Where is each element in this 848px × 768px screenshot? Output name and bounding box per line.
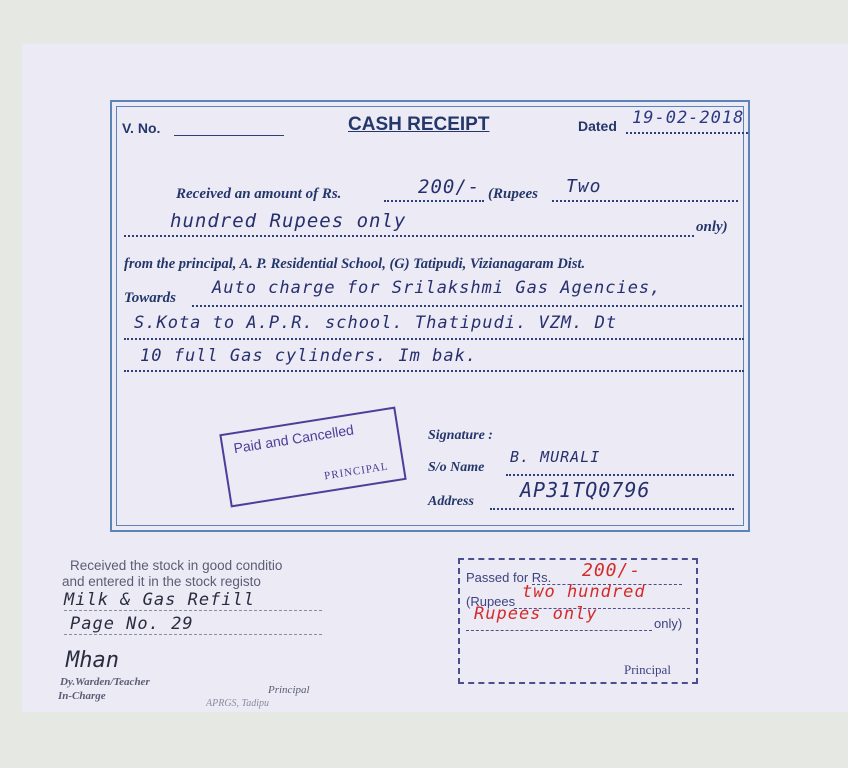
stamp-line-1: Paid and Cancelled bbox=[232, 421, 355, 457]
rupees-line-1 bbox=[552, 200, 738, 202]
passed-rupees-value-1: two hundred bbox=[522, 582, 646, 602]
so-name-line bbox=[506, 474, 734, 476]
voucher-number-line bbox=[174, 135, 284, 136]
voucher-number-label: V. No. bbox=[122, 120, 161, 136]
rupees-line-2 bbox=[124, 235, 694, 237]
stamp-line-2: PRINCIPAL bbox=[323, 460, 390, 483]
school-label: APRGS, Tadipu bbox=[206, 698, 269, 709]
towards-line-3 bbox=[124, 370, 744, 372]
incharge-label: In-Charge bbox=[58, 690, 106, 702]
stock-handwritten-2: Page No. 29 bbox=[70, 614, 194, 634]
so-name-value: B. MURALI bbox=[510, 448, 601, 466]
towards-value-1: Auto charge for Srilakshmi Gas Agencies, bbox=[212, 278, 662, 298]
received-amount-label: Received an amount of Rs. bbox=[176, 186, 342, 202]
address-label: Address bbox=[428, 494, 474, 509]
from-line: from the principal, A. P. Residential School, (G) Tatipudi, Vizianagaram Dist. bbox=[124, 256, 586, 272]
towards-line-2 bbox=[124, 338, 744, 340]
rupees-label: (Rupees bbox=[488, 186, 538, 202]
warden-signature: Mhan bbox=[66, 648, 119, 673]
stock-handwritten-1: Milk & Gas Refill bbox=[64, 590, 255, 610]
only-label: only) bbox=[696, 219, 728, 235]
stock-line-1 bbox=[64, 610, 322, 611]
dated-value: 19-02-2018 bbox=[632, 108, 745, 128]
passed-for-label: Passed for Rs. bbox=[466, 570, 552, 585]
rupees-value-2: hundred Rupees only bbox=[170, 210, 407, 232]
passed-rupees-label: (Rupees bbox=[466, 594, 516, 609]
address-value: AP31TQ0796 bbox=[520, 478, 651, 502]
dated-label: Dated bbox=[578, 118, 617, 134]
passed-only-label: only) bbox=[654, 616, 683, 631]
passed-rupees-value-2: Rupees only bbox=[474, 604, 598, 624]
so-name-label: S/o Name bbox=[428, 460, 485, 475]
receipt-title: CASH RECEIPT bbox=[348, 114, 490, 135]
stock-principal-label: Principal bbox=[268, 684, 310, 696]
stock-text-line-1: Received the stock in good conditio bbox=[70, 558, 283, 573]
towards-line-1 bbox=[192, 305, 742, 307]
passed-rupees-line-2 bbox=[466, 630, 652, 631]
amount-line bbox=[384, 200, 484, 202]
amount-value: 200/- bbox=[418, 176, 481, 198]
stock-text-line-2: and entered it in the stock registo bbox=[62, 574, 261, 589]
towards-value-2: S.Kota to A.P.R. school. Thatipudi. VZM. Dt bbox=[134, 313, 618, 333]
signature-label: Signature : bbox=[428, 428, 493, 443]
towards-label: Towards bbox=[124, 290, 176, 306]
warden-label: Dy.Warden/Teacher bbox=[60, 676, 150, 688]
address-line bbox=[490, 508, 734, 510]
towards-value-3: 10 full Gas cylinders. Im bak. bbox=[140, 346, 478, 366]
passed-for-value: 200/- bbox=[582, 560, 642, 581]
stock-line-2 bbox=[64, 634, 322, 635]
rupees-value-1: Two bbox=[566, 176, 602, 197]
dated-line bbox=[626, 132, 748, 134]
passed-principal-label: Principal bbox=[624, 662, 671, 677]
